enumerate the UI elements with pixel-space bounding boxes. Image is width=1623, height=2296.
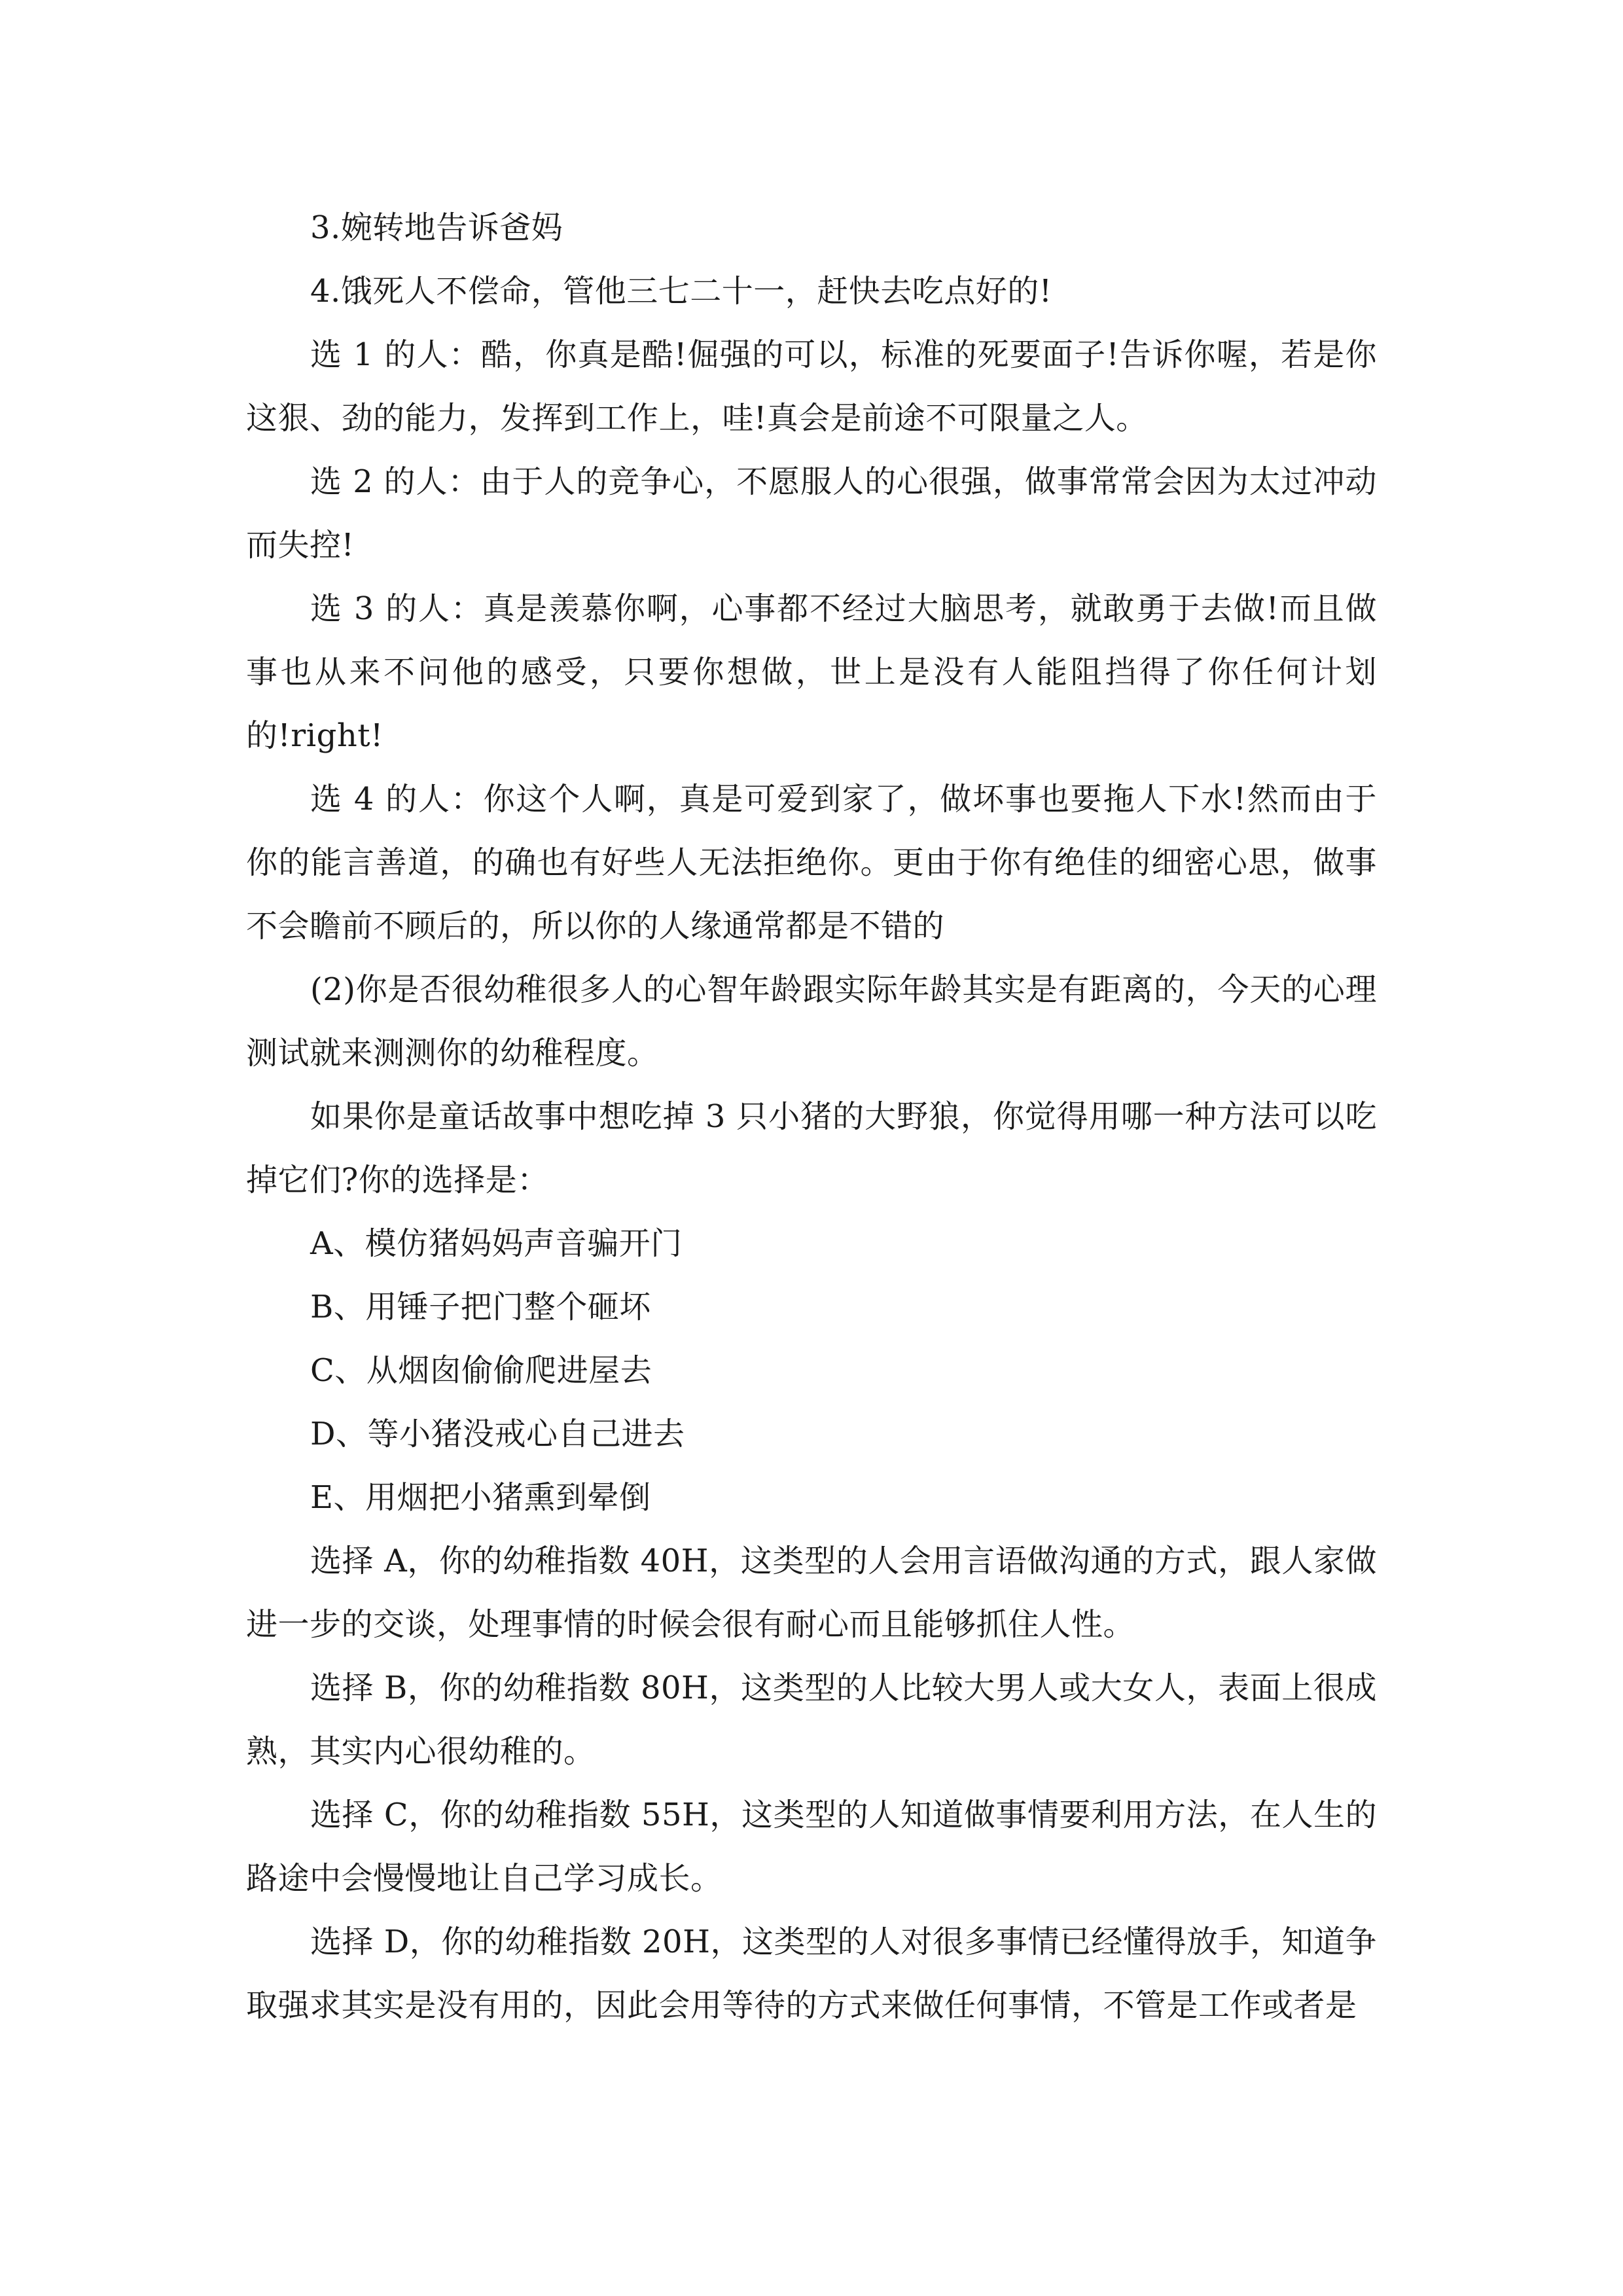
paragraph-choice-d: D、等小猪没戒心自己进去 [310,1416,685,1452]
paragraph-answer-c: 选择 C，你的幼稚指数 55H，这类型的人知道做事情要利用方法，在人生的路途中会慢慢地让自己学习成长。 [246,1797,1377,1897]
paragraph-answer-d: 选择 D，你的幼稚指数 20H，这类型的人对很多事情已经懂得放手，知道争取强求其实是没有用的，因此会用等待的方式来做任何事情，不管是工作或者是 [246,1924,1377,2024]
paragraph-result-4: 选 4 的人：你这个人啊，真是可爱到家了，做坏事也要拖人下水!然而由于你的能言善道，的确也有好些人无法拒绝你。更由于你有绝佳的细密心思，做事不会瞻前不顾后的，所以你的人缘通常都是不错的 [246,781,1377,944]
paragraph-choice-b: B、用锤子把门整个砸坏 [310,1289,651,1325]
paragraph-choice-a: A、模仿猪妈妈声音骗开门 [310,1225,683,1262]
paragraph-choice-e: E、用烟把小猪熏到晕倒 [310,1479,651,1516]
paragraph-result-3: 选 3 的人：真是羡慕你啊，心事都不经过大脑思考，就敢勇于去做!而且做事也从来不问他的感受，只要你想做，世上是没有人能阻挡得了你任何计划的!right! [246,590,1377,754]
document-body [246,196,1377,2037]
paragraph-result-2: 选 2 的人：由于人的竞争心，不愿服人的心很强，做事常常会因为太过冲动而失控! [246,463,1377,564]
paragraph-answer-b: 选择 B，你的幼稚指数 80H，这类型的人比较大男人或大女人，表面上很成熟，其实内心很幼稚的。 [246,1670,1377,1770]
paragraph-question: 如果你是童话故事中想吃掉 3 只小猪的大野狼，你觉得用哪一种方法可以吃掉它们?你的选择是： [246,1098,1377,1198]
paragraph-option-3: 3.婉转地告诉爸妈 [310,209,563,246]
paragraph-answer-a: 选择 A，你的幼稚指数 40H，这类型的人会用言语做沟通的方式，跟人家做进一步的交谈，处理事情的时候会很有耐心而且能够抓住人性。 [246,1543,1377,1643]
paragraph-section-2-intro: (2)你是否很幼稚很多人的心智年龄跟实际年龄其实是有距离的，今天的心理测试就来测测你的幼稚程度。 [246,971,1377,1071]
paragraph-result-1: 选 1 的人：酷，你真是酷!倔强的可以，标准的死要面子!告诉你喔，若是你这狠、劲的能力，发挥到工作上，哇!真会是前途不可限量之人。 [246,336,1377,437]
paragraph-choice-c: C、从烟囱偷偷爬进屋去 [310,1352,652,1389]
paragraph-option-4: 4.饿死人不偿命，管他三七二十一，赶快去吃点好的! [310,273,1052,310]
